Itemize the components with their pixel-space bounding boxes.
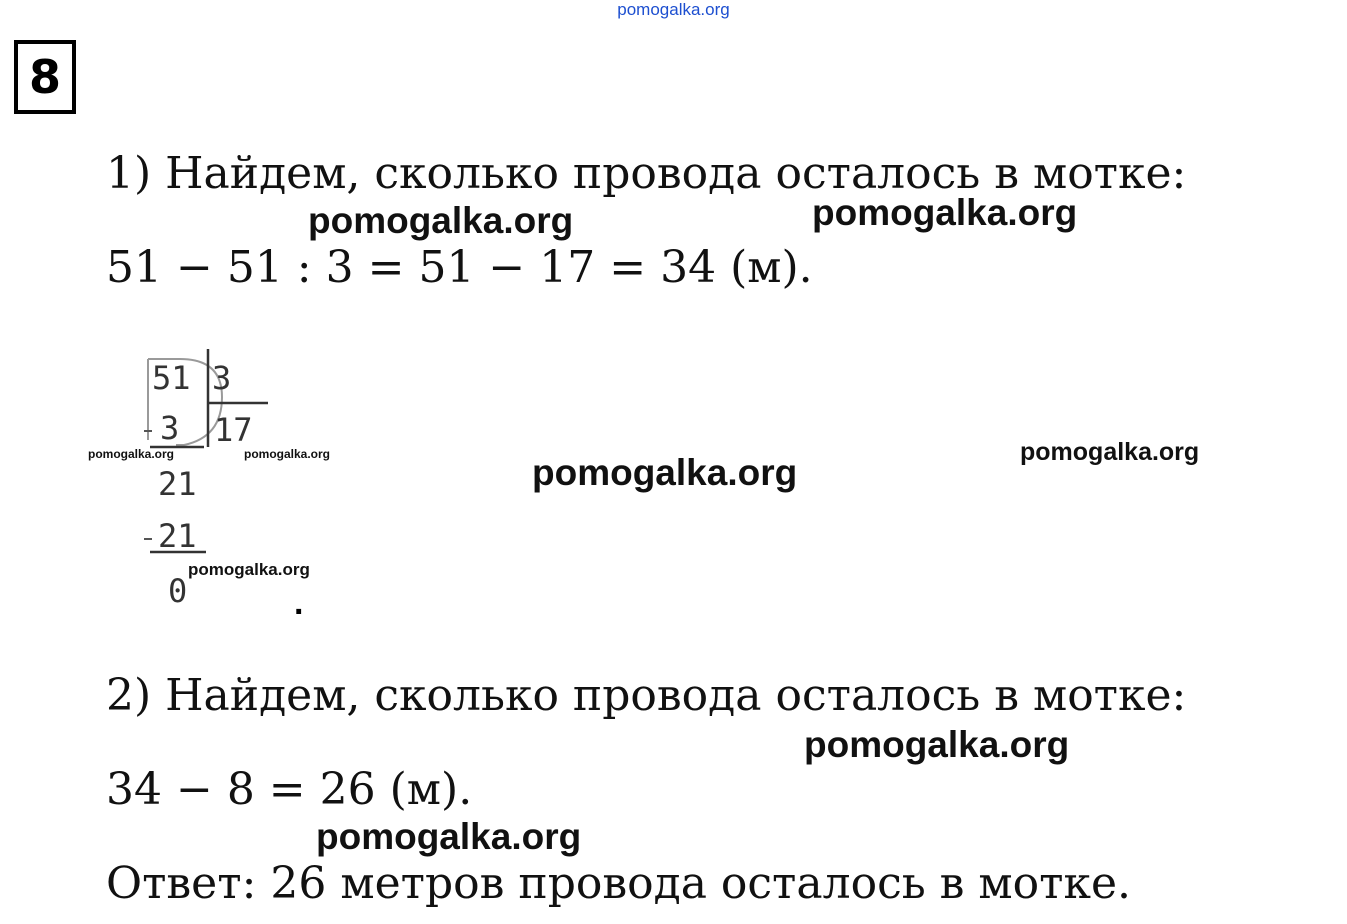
watermark-text: pomogalka.org [308,200,574,241]
step2-text: 2) Найдем, сколько провода осталось в мотке: [106,670,1187,721]
watermark-text: pomogalka.org [1020,438,1200,466]
watermark-text: pomogalka.org [532,452,798,493]
division-remainder-final: 0 [168,572,188,610]
answer-text: Ответ: 26 метров провода осталось в мотке. [106,858,1131,909]
step1-expression: 51 − 51 : 3 = 51 − 17 = 34 (м). [106,242,813,293]
division-divisor: 3 [212,359,232,397]
division-subtrahend-1: 3 [160,409,180,447]
watermark-text: pomogalka.org [804,724,1070,765]
watermark-text: pomogalka.org [244,447,331,461]
division-quotient: 17 [214,411,253,449]
watermark-text: pomogalka.org [812,192,1078,233]
trailing-dot: . [294,584,304,622]
watermark-text: pomogalka.org [188,560,310,579]
division-subtrahend-2: 21 [158,517,197,555]
watermark-text: pomogalka.org [316,816,582,857]
step2-expression: 34 − 8 = 26 (м). [106,764,473,815]
division-dividend: 51 [152,359,191,397]
step1-text: 1) Найдем, сколько провода осталось в мотке: [106,148,1187,199]
division-remainder-1: 21 [158,465,197,503]
top-watermark: pomogalka.org [617,0,730,19]
watermark-text: pomogalka.org [88,447,175,461]
task-number-box: 8 [14,40,76,114]
